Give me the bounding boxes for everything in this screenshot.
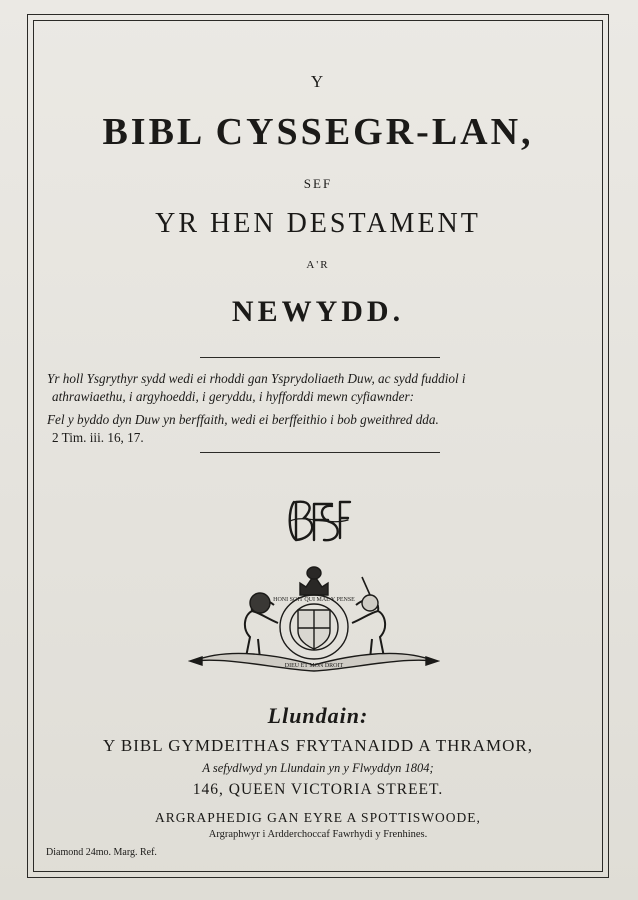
title-article: Y <box>310 72 326 91</box>
old-testament-title: YR HEN DESTAMENT <box>155 208 481 239</box>
edition-note: Diamond 24mo. Marg. Ref. <box>46 847 157 858</box>
imprint-address: 146, QUEEN VICTORIA STREET. <box>192 781 444 798</box>
title-connector-sef: SEF <box>303 176 333 191</box>
divider-top <box>200 357 440 358</box>
title-connector-ar: A'R <box>306 259 330 271</box>
epigraph-reference: 2 Tim. iii. 16, 17. <box>52 430 144 445</box>
new-testament-title: NEWYDD. <box>231 295 405 328</box>
divider-bottom <box>200 452 440 453</box>
epigraph-line-1: Yr holl Ysgrythyr sydd wedi ei rhoddi gan Ysprydoliaeth Duw, ac sydd fuddiol i <box>47 371 466 386</box>
royal-coat-of-arms-icon <box>188 565 440 675</box>
imprint-printer-title: Argraphwyr i Ardderchoccaf Fawrhydi y Frenhines. <box>208 829 428 840</box>
epigraph-line-2: athrawiaethu, i argyhoeddi, i geryddu, i hyfforddi mewn cyfiawnder: <box>52 389 414 404</box>
imprint-printer: ARGRAPHEDIG GAN EYRE A SPOTTISWOODE, <box>155 810 481 825</box>
scroll-motto: DIEU ET MON DROIT <box>284 663 344 669</box>
imprint-founded: A sefydlwyd yn Llundain yn y Flwyddyn 1804; <box>202 761 434 775</box>
imprint-society: Y BIBL GYMDEITHAS FRYTANAIDD A THRAMOR, <box>103 736 533 755</box>
bfbs-monogram-icon <box>284 494 354 548</box>
epigraph-line-3: Fel y byddo dyn Duw yn berffaith, wedi ei berffeithio i bob gweithred dda. <box>47 412 439 427</box>
main-title: BIBL CYSSEGR-LAN, <box>102 111 534 153</box>
garter-motto: HONI SOIT QUI MAL Y PENSE <box>273 597 355 603</box>
imprint-place: Llundain: <box>267 703 369 728</box>
